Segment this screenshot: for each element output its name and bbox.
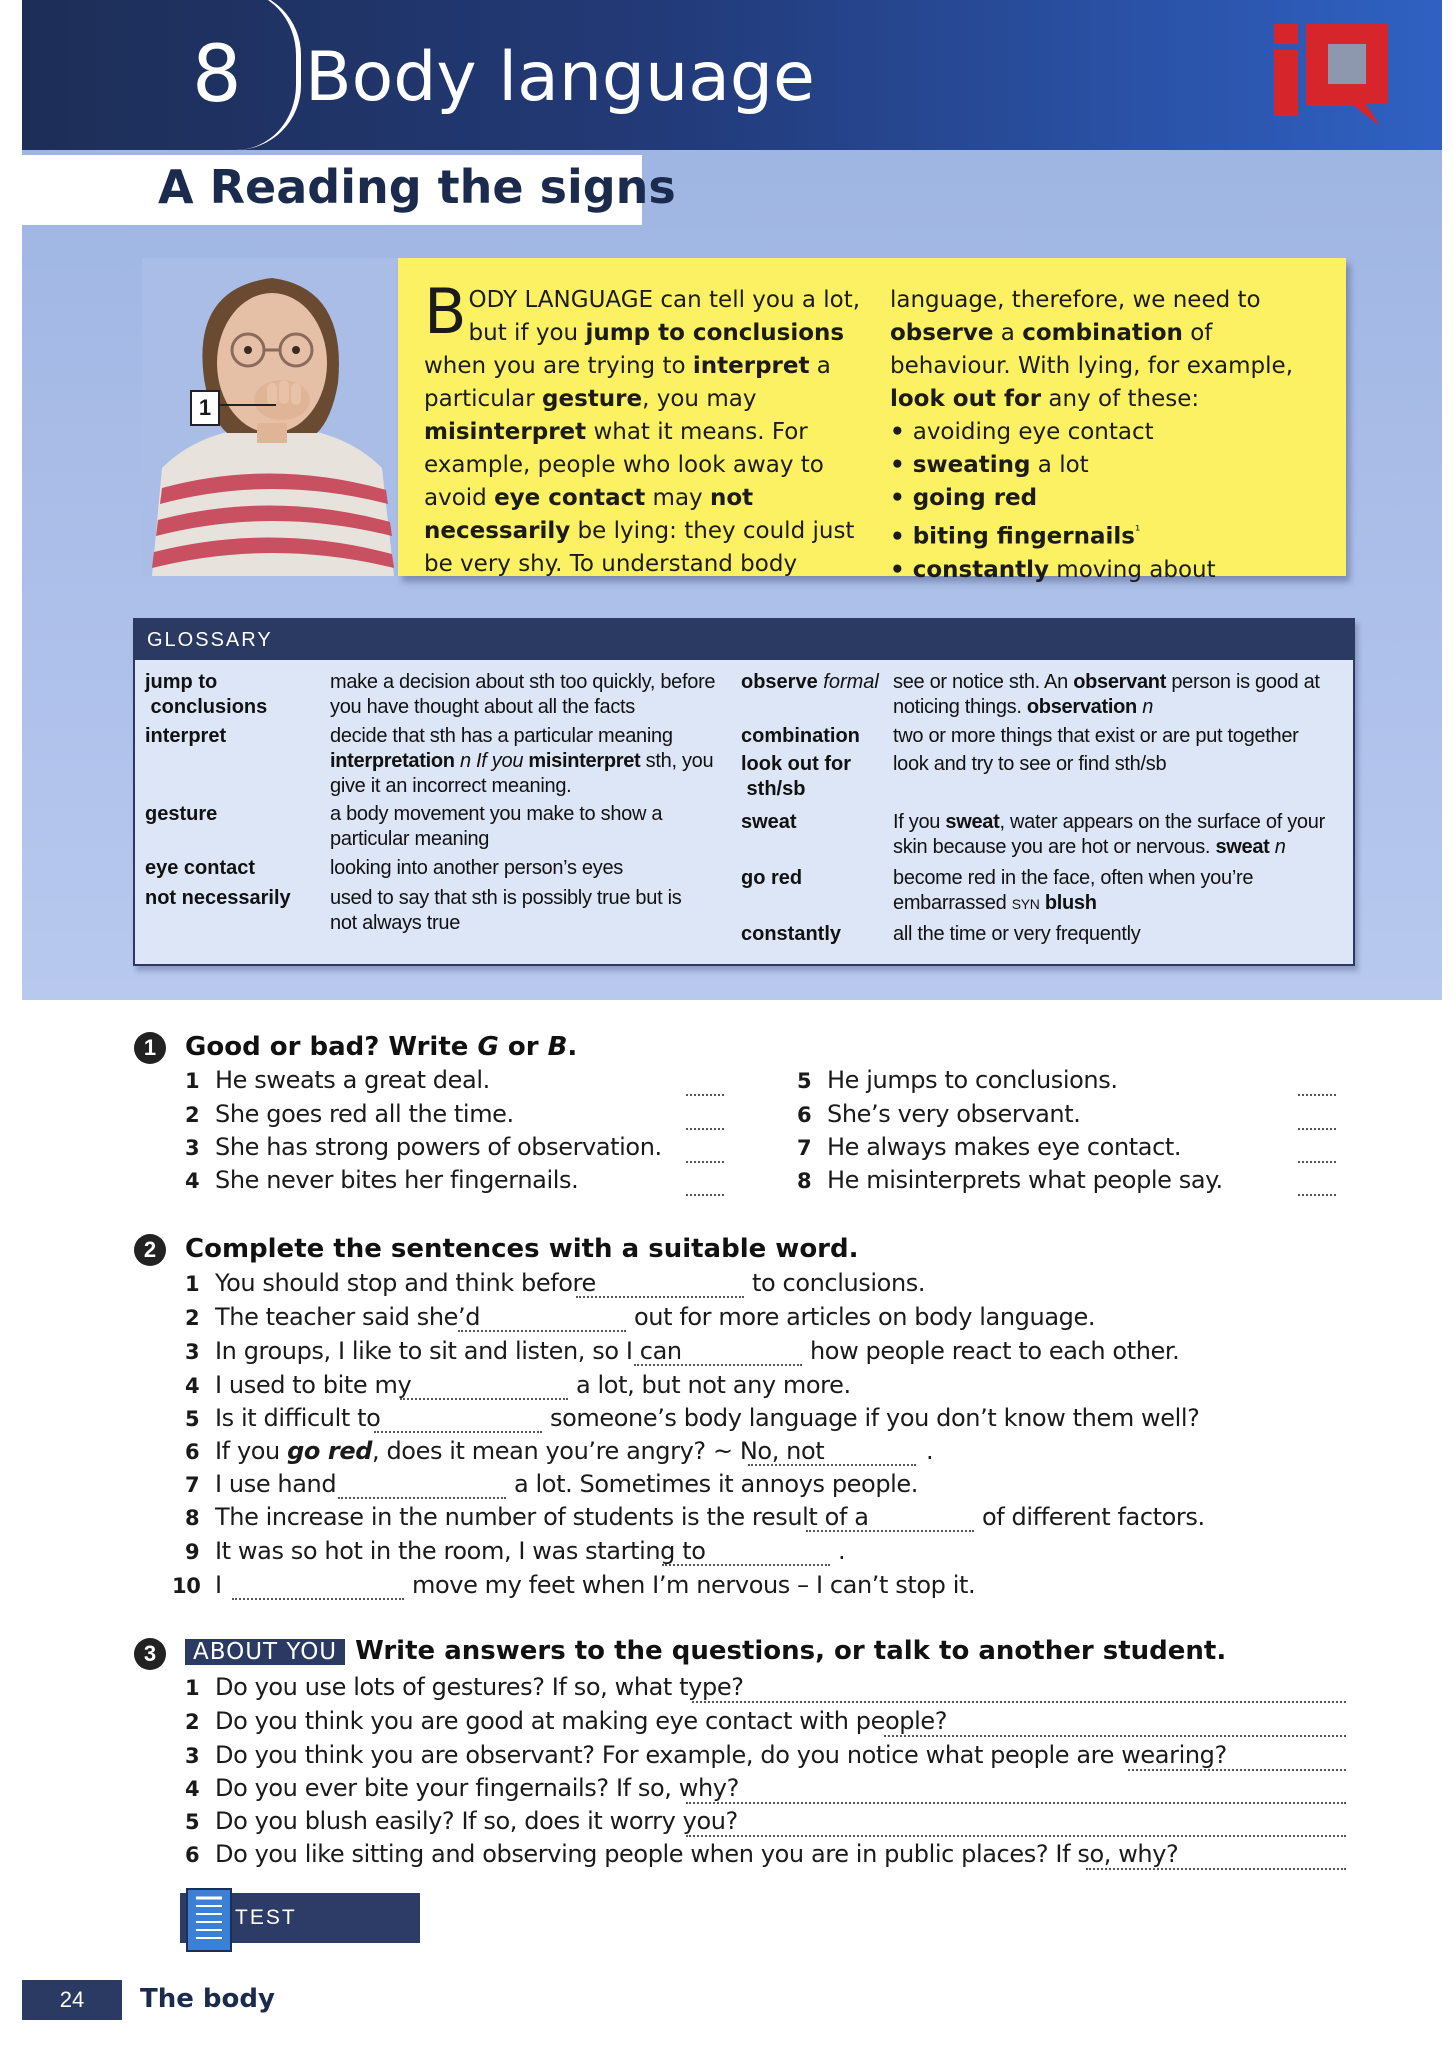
glossary-definition: a body movement you make to show a particular meaning <box>330 803 663 850</box>
exercise-2-number: 2 <box>134 1234 166 1266</box>
glossary-term: observe formal <box>741 671 879 693</box>
exercise-2-item: 5 Is it difficult to <box>185 1404 381 1432</box>
about-you-badge: ABOUT YOU <box>185 1639 345 1665</box>
test-yourself-button[interactable]: TEST YOURSELF <box>180 1893 420 1943</box>
answer-blank[interactable] <box>806 1530 974 1532</box>
exercise-2-item: 9 It was so hot in the room, I was starting to <box>185 1537 706 1565</box>
exercise-3-item: 3 Do you think you are observant? For example, do you notice what people are wearing? <box>185 1741 1227 1769</box>
glossary-definition: If you sweat, water appears on the surface of your skin because you are hot or nervous. sweat n <box>893 811 1325 858</box>
exercise-1-item: 7 He always makes eye contact. <box>797 1133 1182 1161</box>
glossary-definition: look and try to see or find sth/sb <box>893 753 1167 775</box>
list-item: • avoiding eye contact <box>890 416 1330 449</box>
glossary-definition: used to say that sth is possibly true but is not always true <box>330 887 682 934</box>
glossary-definition: become red in the face, often when you’re embarrassed SYN blush <box>893 867 1254 914</box>
glossary-definition: make a decision about sth too quickly, before you have thought about all the facts <box>330 671 716 718</box>
exercise-1-item: 4 She never bites her fingernails. <box>185 1166 579 1194</box>
list-item: • going red <box>890 482 1330 515</box>
answer-blank[interactable] <box>374 1431 542 1433</box>
glossary-term: constantly <box>741 923 842 945</box>
glossary-term: sweat <box>741 811 797 833</box>
answer-blank[interactable] <box>686 1128 724 1130</box>
exercise-3-number: 3 <box>134 1638 166 1670</box>
drop-cap: B <box>424 275 467 348</box>
answer-blank[interactable] <box>1298 1094 1336 1096</box>
exercise-2-item-end: . <box>838 1537 846 1565</box>
answer-blank[interactable] <box>634 1364 802 1366</box>
exercise-3-item: 1 Do you use lots of gestures? If so, what type? <box>185 1673 744 1701</box>
exercise-1-heading: Good or bad? Write G or B. <box>185 1032 578 1062</box>
footer-title: The body <box>140 1984 275 2014</box>
answer-blank[interactable] <box>1298 1128 1336 1130</box>
glossary-box <box>133 618 1355 966</box>
answer-blank[interactable] <box>1298 1194 1336 1196</box>
key-phrase: combination <box>1022 320 1183 346</box>
key-phrase: not necessarily <box>424 485 754 544</box>
page-number: 24 <box>22 1980 122 2020</box>
unit-number: 8 <box>192 30 242 120</box>
woman-biting-nails-photo <box>142 258 400 576</box>
exercise-2-heading: Complete the sentences with a suitable word. <box>185 1234 859 1264</box>
exercise-1-number: 1 <box>134 1032 166 1064</box>
lying-signs-list <box>890 416 1330 587</box>
reading-text: , you may <box>642 386 757 412</box>
answer-blank[interactable] <box>686 1094 724 1096</box>
reading-text: a particular <box>424 353 831 412</box>
exercise-2-item: 10 I <box>172 1571 222 1599</box>
reading-text: a <box>993 320 1023 346</box>
exercise-2-item: 2 The teacher said she’d <box>185 1303 481 1331</box>
exercise-1-item: 5 He jumps to conclusions. <box>797 1066 1118 1094</box>
key-phrase: gesture <box>542 386 643 412</box>
exercise-2-item: 7 I use hand <box>185 1470 337 1498</box>
exercise-2-item: 4 I used to bite my <box>185 1371 412 1399</box>
exercise-2-item-end: out for more articles on body language. <box>634 1303 1096 1331</box>
exercise-2-item-end: a lot. Sometimes it annoys people. <box>514 1470 919 1498</box>
iq-logo <box>1270 18 1400 128</box>
list-item: • constantly moving about <box>890 554 1330 587</box>
glossary-term: not necessarily <box>145 887 291 909</box>
exercise-2-item-end: . <box>926 1437 934 1465</box>
exercise-3-heading: ABOUT YOU Write answers to the questions, or talk to another student. <box>185 1636 1226 1666</box>
list-item: • biting fingernails$^{^1}$ <box>890 515 1330 554</box>
exercise-3-item: 4 Do you ever bite your fingernails? If so, why? <box>185 1774 739 1802</box>
list-item: • sweating a lot <box>890 449 1330 482</box>
answer-line[interactable] <box>1128 1769 1346 1771</box>
glossary-heading: GLOSSARY <box>135 620 1353 660</box>
callout-number: 1 <box>190 390 220 426</box>
glossary-definition: all the time or very frequently <box>893 923 1141 945</box>
exercise-3-item: 6 Do you like sitting and observing people when you are in public places? If so, why? <box>185 1840 1179 1868</box>
exercise-2-item-end: to conclusions. <box>752 1269 926 1297</box>
key-phrase: jump to conclusions <box>585 320 845 346</box>
exercise-2-item-end: someone’s body language if you don’t know them well? <box>550 1404 1200 1432</box>
answer-line[interactable] <box>884 1735 1346 1737</box>
glossary-term: look out for sth/sb <box>741 753 851 800</box>
exercise-3-item: 5 Do you blush easily? If so, does it worry you? <box>185 1807 738 1835</box>
glossary-term: jump to conclusions <box>145 671 268 718</box>
answer-blank[interactable] <box>576 1296 744 1298</box>
key-phrase: observe <box>890 320 994 346</box>
glossary-term: go red <box>741 867 803 889</box>
exercise-2-item: 1 You should stop and think before <box>185 1269 596 1297</box>
answer-blank[interactable] <box>748 1464 916 1466</box>
exercise-1-item: 8 He misinterprets what people say. <box>797 1166 1223 1194</box>
glossary-definition: decide that sth has a particular meaning interpretation n If you misinterpret sth, you give it an incorrect meaning. <box>330 725 714 797</box>
answer-blank[interactable] <box>1298 1161 1336 1163</box>
glossary-definition: two or more things that exist or are put together <box>893 725 1299 747</box>
answer-line[interactable] <box>692 1701 1346 1703</box>
answer-line[interactable] <box>686 1802 1346 1804</box>
reading-text: what it means. For example, people who look away to avoid <box>424 419 824 511</box>
answer-blank[interactable] <box>232 1598 404 1600</box>
exercise-2-item-end: how people react to each other. <box>810 1337 1180 1365</box>
answer-blank[interactable] <box>686 1161 724 1163</box>
answer-blank[interactable] <box>400 1398 568 1400</box>
callout-line <box>218 404 276 406</box>
exercise-1-item: 3 She has strong powers of observation. <box>185 1133 662 1161</box>
answer-blank[interactable] <box>686 1194 724 1196</box>
reading-text: when you are trying to <box>424 353 693 379</box>
exercise-2-item: 3 In groups, I like to sit and listen, so I can <box>185 1337 682 1365</box>
exercise-2-item-end: a lot, but not any more. <box>576 1371 851 1399</box>
reading-text: any of these: <box>1041 386 1200 412</box>
glossary-term: eye contact <box>145 857 256 879</box>
exercise-1-item: 6 She’s very observant. <box>797 1100 1081 1128</box>
exercise-2-item-end: of different factors. <box>982 1503 1205 1531</box>
reading-text-column-2 <box>890 284 1330 587</box>
reading-text: language, therefore, we need to <box>890 287 1261 313</box>
answer-line[interactable] <box>1086 1868 1346 1870</box>
exercise-2-item-end: move my feet when I’m nervous – I can’t stop it. <box>412 1571 976 1599</box>
exercise-1-item: 2 She goes red all the time. <box>185 1100 514 1128</box>
reading-text: of behaviour. With lying, for example, <box>890 320 1294 379</box>
answer-blank[interactable] <box>338 1497 506 1499</box>
answer-line[interactable] <box>686 1835 1346 1837</box>
exercise-3-item: 2 Do you think you are good at making eye contact with people? <box>185 1707 948 1735</box>
key-phrase: interpret <box>692 353 810 379</box>
answer-blank[interactable] <box>458 1330 626 1332</box>
glossary-term: combination <box>741 725 860 747</box>
reading-text: may <box>645 485 710 511</box>
key-phrase: look out for <box>890 386 1042 412</box>
exercise-1-item: 1 He sweats a great deal. <box>185 1066 490 1094</box>
reading-text: be lying: they could just be very shy. To understand body <box>424 518 855 577</box>
notebook-icon <box>186 1888 232 1952</box>
reading-text: ODY LANGUAGE can tell you a lot, but if you <box>468 287 861 346</box>
glossary-definition: looking into another person’s eyes <box>330 857 623 879</box>
glossary-term: interpret <box>145 725 227 747</box>
exercise-2-item: 6 If you go red, does it mean you’re angry? ~ No, not <box>185 1437 825 1465</box>
answer-blank[interactable] <box>662 1564 830 1566</box>
glossary-definition: see or notice sth. An observant person is good at noticing things. observation n <box>893 671 1320 718</box>
section-title: A Reading the signs <box>158 160 676 214</box>
key-phrase: misinterpret <box>424 419 587 445</box>
glossary-term: gesture <box>145 803 218 825</box>
exercise-2-item: 8 The increase in the number of students is the result of a <box>185 1503 869 1531</box>
reading-text-column-1 <box>424 275 864 581</box>
unit-title: Body language <box>305 38 815 117</box>
key-phrase: eye contact <box>494 485 646 511</box>
